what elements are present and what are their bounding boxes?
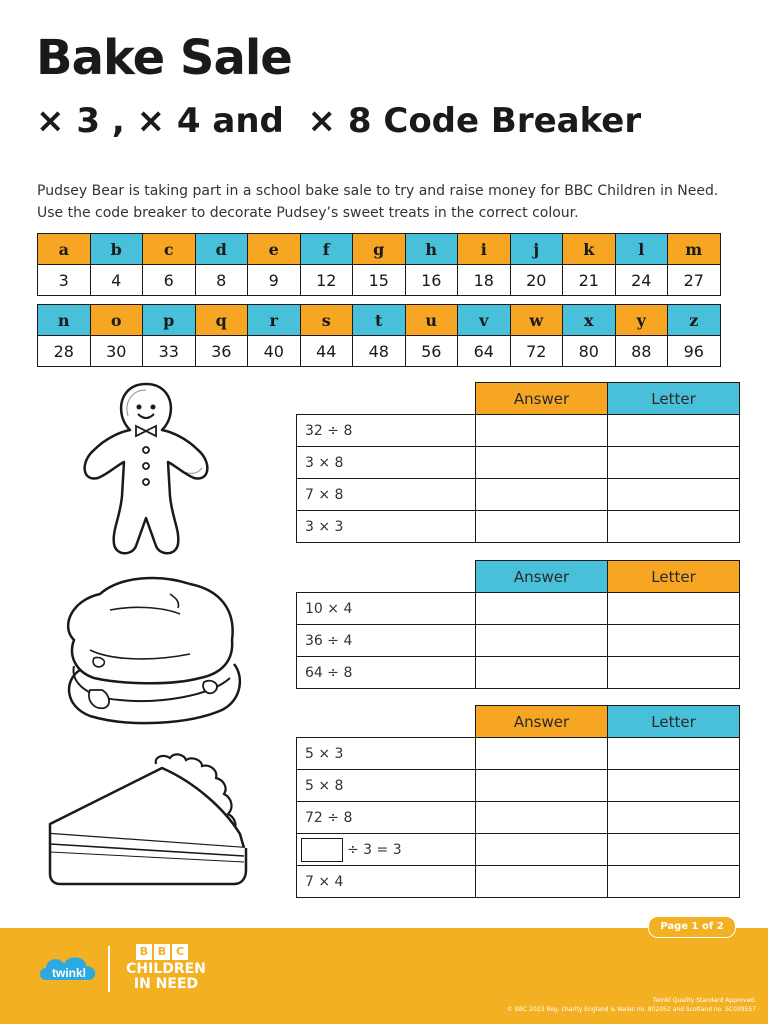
calculation: 10 × 4 (297, 593, 476, 625)
code-value: 40 (248, 336, 301, 367)
letter-header: Letter (608, 706, 740, 738)
table-row (297, 657, 740, 689)
code-letter: q (195, 305, 248, 336)
code-value: 96 (668, 336, 721, 367)
bbc-block: B (136, 944, 152, 960)
letter-cell[interactable] (608, 834, 740, 866)
code-letter: n (38, 305, 91, 336)
code-letter: x (563, 305, 616, 336)
code-value: 12 (300, 265, 353, 296)
table-row (297, 738, 740, 770)
code-letter: k (563, 234, 616, 265)
code-value: 72 (510, 336, 563, 367)
calculation: 36 ÷ 4 (297, 625, 476, 657)
code-letter: r (248, 305, 301, 336)
letter-cell[interactable] (608, 415, 740, 447)
code-key-table-n-z (37, 304, 721, 367)
calculation: 3 × 3 (297, 511, 476, 543)
answer-cell[interactable] (476, 479, 608, 511)
letter-cell[interactable] (608, 479, 740, 511)
letter-cell[interactable] (608, 866, 740, 898)
code-value: 44 (300, 336, 353, 367)
legal-line-2: © BBC 2023 Reg. charity England & Wales no. 802052 and Scotland no. SC039557 (507, 1006, 756, 1013)
code-value: 9 (248, 265, 301, 296)
letter-cell[interactable] (608, 593, 740, 625)
code-letter: t (353, 305, 406, 336)
code-letter: v (458, 305, 511, 336)
code-letter: y (615, 305, 668, 336)
code-letter: u (405, 305, 458, 336)
answer-cell[interactable] (476, 834, 608, 866)
twinkl-logo-text: twinkl (51, 966, 87, 980)
table-row (297, 415, 740, 447)
code-letter: g (353, 234, 406, 265)
code-value: 4 (90, 265, 143, 296)
answer-header: Answer (476, 706, 608, 738)
bbc-children-in-need-logo (116, 944, 216, 992)
calculation: 5 × 8 (297, 770, 476, 802)
table-row (297, 770, 740, 802)
missing-number-box[interactable] (301, 838, 343, 862)
code-letter: j (510, 234, 563, 265)
answer-cell[interactable] (476, 770, 608, 802)
missing-number-calculation (297, 834, 476, 866)
wordmark-line-1: CHILDREN (126, 961, 206, 977)
bbc-block: B (154, 944, 170, 960)
code-letter: e (248, 234, 301, 265)
bbc-block: C (172, 944, 188, 960)
code-value: 27 (668, 265, 721, 296)
answer-cell[interactable] (476, 447, 608, 479)
answer-cell[interactable] (476, 738, 608, 770)
code-value: 18 (458, 265, 511, 296)
calculation: 64 ÷ 8 (297, 657, 476, 689)
pie-slice-icon (44, 752, 274, 892)
code-letter: d (195, 234, 248, 265)
table-row (297, 593, 740, 625)
table-row (297, 511, 740, 543)
letter-header: Letter (608, 383, 740, 415)
answer-cell[interactable] (476, 415, 608, 447)
intro-line-1: Pudsey Bear is taking part in a school bake sale to try and raise money for BBC Children in Need. (37, 183, 719, 199)
answer-cell[interactable] (476, 593, 608, 625)
scone-icon (50, 570, 246, 726)
code-value: 15 (353, 265, 406, 296)
letter-cell[interactable] (608, 447, 740, 479)
code-value: 6 (143, 265, 196, 296)
code-letter: w (510, 305, 563, 336)
answer-cell[interactable] (476, 866, 608, 898)
code-value: 30 (90, 336, 143, 367)
code-value: 88 (615, 336, 668, 367)
code-value: 48 (353, 336, 406, 367)
code-value: 33 (143, 336, 196, 367)
page-title: Bake Sale (36, 30, 292, 86)
code-letter: b (90, 234, 143, 265)
letter-cell[interactable] (608, 802, 740, 834)
table-row (297, 447, 740, 479)
question-table-2 (296, 560, 740, 689)
wordmark-line-2: IN NEED (133, 976, 199, 992)
table-row (297, 866, 740, 898)
code-value: 3 (38, 265, 91, 296)
answer-cell[interactable] (476, 511, 608, 543)
code-value: 16 (405, 265, 458, 296)
intro-text (37, 180, 737, 224)
table-row (297, 625, 740, 657)
page-subtitle: × 3 , × 4 and × 8 Code Breaker (36, 101, 642, 141)
letter-cell[interactable] (608, 625, 740, 657)
code-value: 21 (563, 265, 616, 296)
question-table-1 (296, 382, 740, 543)
code-letter: l (615, 234, 668, 265)
calculation: 7 × 4 (297, 866, 476, 898)
code-letter: o (90, 305, 143, 336)
calculation: 3 × 8 (297, 447, 476, 479)
letter-cell[interactable] (608, 657, 740, 689)
code-letter: c (143, 234, 196, 265)
answer-header: Answer (476, 383, 608, 415)
question-table-3 (296, 705, 740, 898)
code-value: 80 (563, 336, 616, 367)
calculation: 5 × 3 (297, 738, 476, 770)
code-letter: a (38, 234, 91, 265)
code-letter: p (143, 305, 196, 336)
answer-header: Answer (476, 561, 608, 593)
answer-cell[interactable] (476, 657, 608, 689)
footer-divider (108, 946, 110, 992)
code-value: 56 (405, 336, 458, 367)
code-value: 36 (195, 336, 248, 367)
code-value: 28 (38, 336, 91, 367)
calculation: 32 ÷ 8 (297, 415, 476, 447)
legal-line-1: Twinkl Quality Standard Approved. (652, 997, 756, 1004)
bbc-blocks (136, 944, 216, 960)
table-row (297, 834, 740, 866)
answer-cell[interactable] (476, 802, 608, 834)
code-value: 24 (615, 265, 668, 296)
letter-cell[interactable] (608, 738, 740, 770)
intro-line-2: Use the code breaker to decorate Pudsey’s sweet treats in the correct colour. (37, 205, 579, 221)
children-in-need-wordmark (116, 962, 216, 992)
code-letter: h (405, 234, 458, 265)
page-indicator: Page 1 of 2 (648, 916, 736, 938)
answer-cell[interactable] (476, 625, 608, 657)
table-row (297, 802, 740, 834)
twinkl-logo-icon (38, 952, 100, 986)
code-letter: f (300, 234, 353, 265)
code-key-table-a-m (37, 233, 721, 296)
letter-cell[interactable] (608, 511, 740, 543)
code-letter: s (300, 305, 353, 336)
code-letter: m (668, 234, 721, 265)
calculation: ÷ 3 = 3 (347, 841, 402, 858)
code-value: 20 (510, 265, 563, 296)
code-letter: i (458, 234, 511, 265)
code-value: 64 (458, 336, 511, 367)
calculation: 72 ÷ 8 (297, 802, 476, 834)
calculation: 7 × 8 (297, 479, 476, 511)
letter-cell[interactable] (608, 770, 740, 802)
code-letter: z (668, 305, 721, 336)
code-value: 8 (195, 265, 248, 296)
letter-header: Letter (608, 561, 740, 593)
legal-text (507, 996, 756, 1014)
gingerbread-man-icon (76, 378, 216, 558)
table-row (297, 479, 740, 511)
